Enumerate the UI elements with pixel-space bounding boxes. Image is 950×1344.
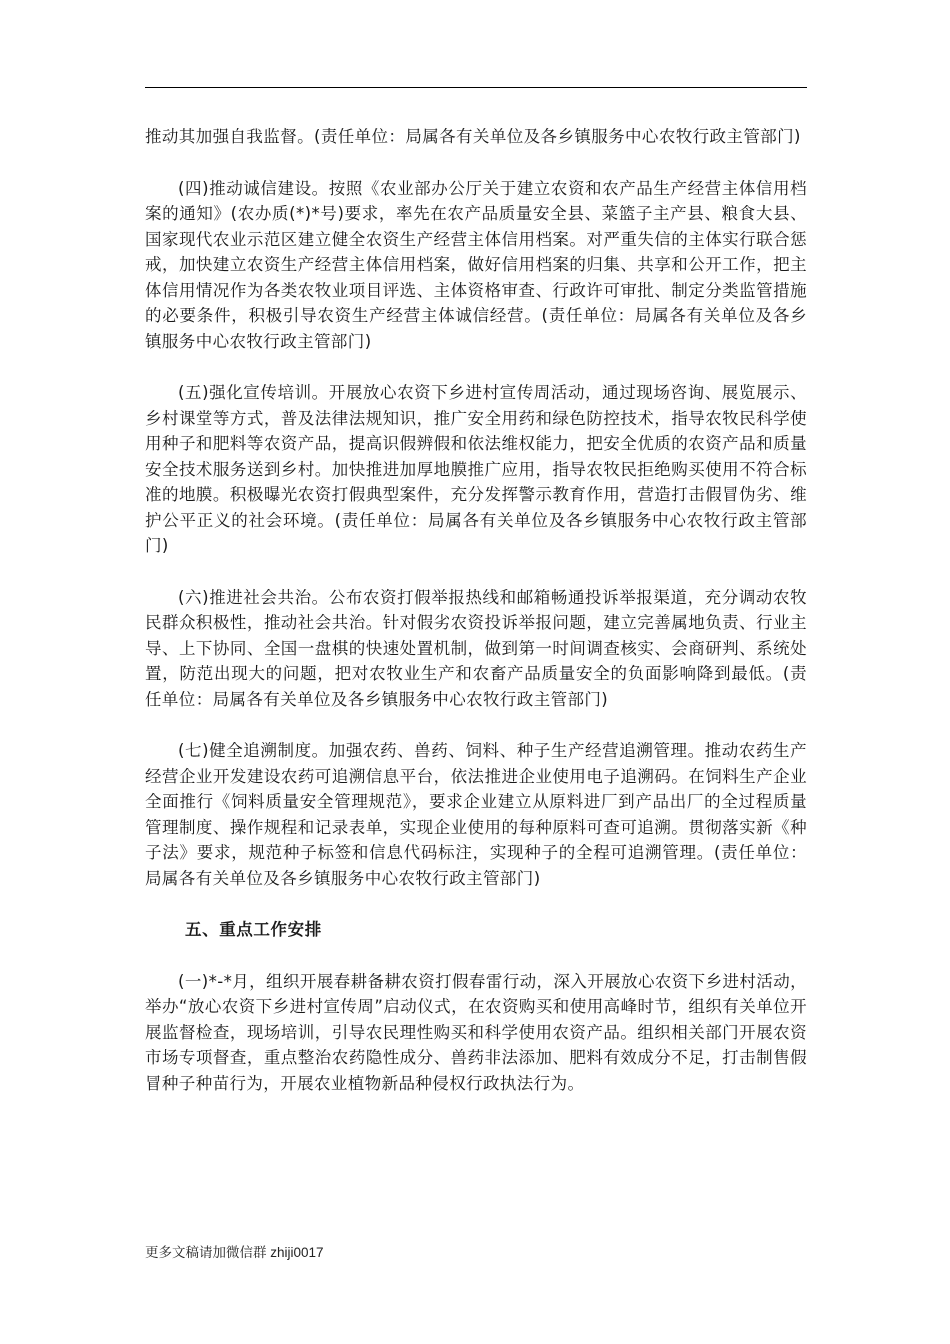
document-body bbox=[145, 124, 807, 1096]
paragraph-traceability: (七)健全追溯制度。加强农药、兽药、饲料、种子生产经营追溯管理。推动农药生产经营企业开发建设农药可追溯信息平台，依法推进企业使用电子追溯码。在饲料生产企业全面推行《饲料质量安全管理规范》，要求企业建立从原料进厂到产品出厂的全过程质量管理制度、操作规程和记录表单，实现企业使用的每种原料可查可追溯。贯彻落实新《种子法》要求，规范种子标签和信息代码标注，实现种子的全程可追溯管理。(责任单位：局属各有关单位及各乡镇服务中心农牧行政主管部门) bbox=[145, 741, 807, 888]
paragraph-work-schedule: (一)*-*月，组织开展春耕备耕农资打假春雷行动，深入开展放心农资下乡进村活动，举办“放心农资下乡进村宣传周”启动仪式，在农资购买和使用高峰时节，组织有关单位开展监督检查，现场培训，引导农民理性购买和科学使用农资产品。组织相关部门开展农资市场专项督查，重点整治农药隐性成分、兽药非法添加、肥料有效成分不足，打击制售假冒种子种苗行为，开展农业植物新品种侵权行政执法行为。 bbox=[145, 971, 807, 1093]
paragraph-social-cogovernance: (六)推进社会共治。公布农资打假举报热线和邮箱畅通投诉举报渠道，充分调动农牧民群众积极性，推动社会共治。针对假劣农资投诉举报问题，建立完善属地负责、行业主导、上下协同、全国一盘棋的快速处置机制，做到第一时间调查核实、会商研判、系统处置，防范出现大的问题，把对农牧业生产和农畜产品质量安全的负面影响降到最低。(责任单位：局属各有关单位及各乡镇服务中心农牧行政主管部门) bbox=[145, 587, 807, 709]
header-rule bbox=[145, 87, 807, 88]
paragraph-continuation: 推动其加强自我监督。(责任单位：局属各有关单位及各乡镇服务中心农牧行政主管部门) bbox=[145, 127, 801, 146]
paragraph-integrity-building: (四)推动诚信建设。按照《农业部办公厅关于建立农资和农产品生产经营主体信用档案的通知》(农办质(*)*号)要求，率先在农产品质量安全县、菜篮子主产县、粮食大县、国家现代农业示范区建立健全农资生产经营主体信用档案。对严重失信的主体实行联合惩戒，加快建立农资生产经营主体信用档案，做好信用档案的归集、共享和公开工作，把主体信用情况作为各类农牧业项目评选、主体资格审查、行政许可审批、制定分类监管措施的必要条件，积极引导农资生产经营主体诚信经营。(责任单位：局属各有关单位及各乡镇服务中心农牧行政主管部门) bbox=[145, 178, 807, 351]
paragraph-publicity-training: (五)强化宣传培训。开展放心农资下乡进村宣传周活动，通过现场咨询、展览展示、乡村课堂等方式，普及法律法规知识，推广安全用药和绿色防控技术，指导农牧民科学使用种子和肥料等农资产品，提高识假辨假和依法维权能力，把安全优质的农资产品和质量安全技术服务送到乡村。加快推进加厚地膜推广应用，指导农牧民拒绝购买使用不符合标准的地膜。积极曝光农资打假典型案件，充分发挥警示教育作用，营造打击假冒伪劣、维护公平正义的社会环境。(责任单位：局属各有关单位及各乡镇服务中心农牧行政主管部门) bbox=[145, 383, 807, 555]
footer-note: 更多文稿请加微信群 zhiji0017 bbox=[145, 1245, 324, 1260]
section-heading: 五、重点工作安排 bbox=[185, 920, 322, 939]
